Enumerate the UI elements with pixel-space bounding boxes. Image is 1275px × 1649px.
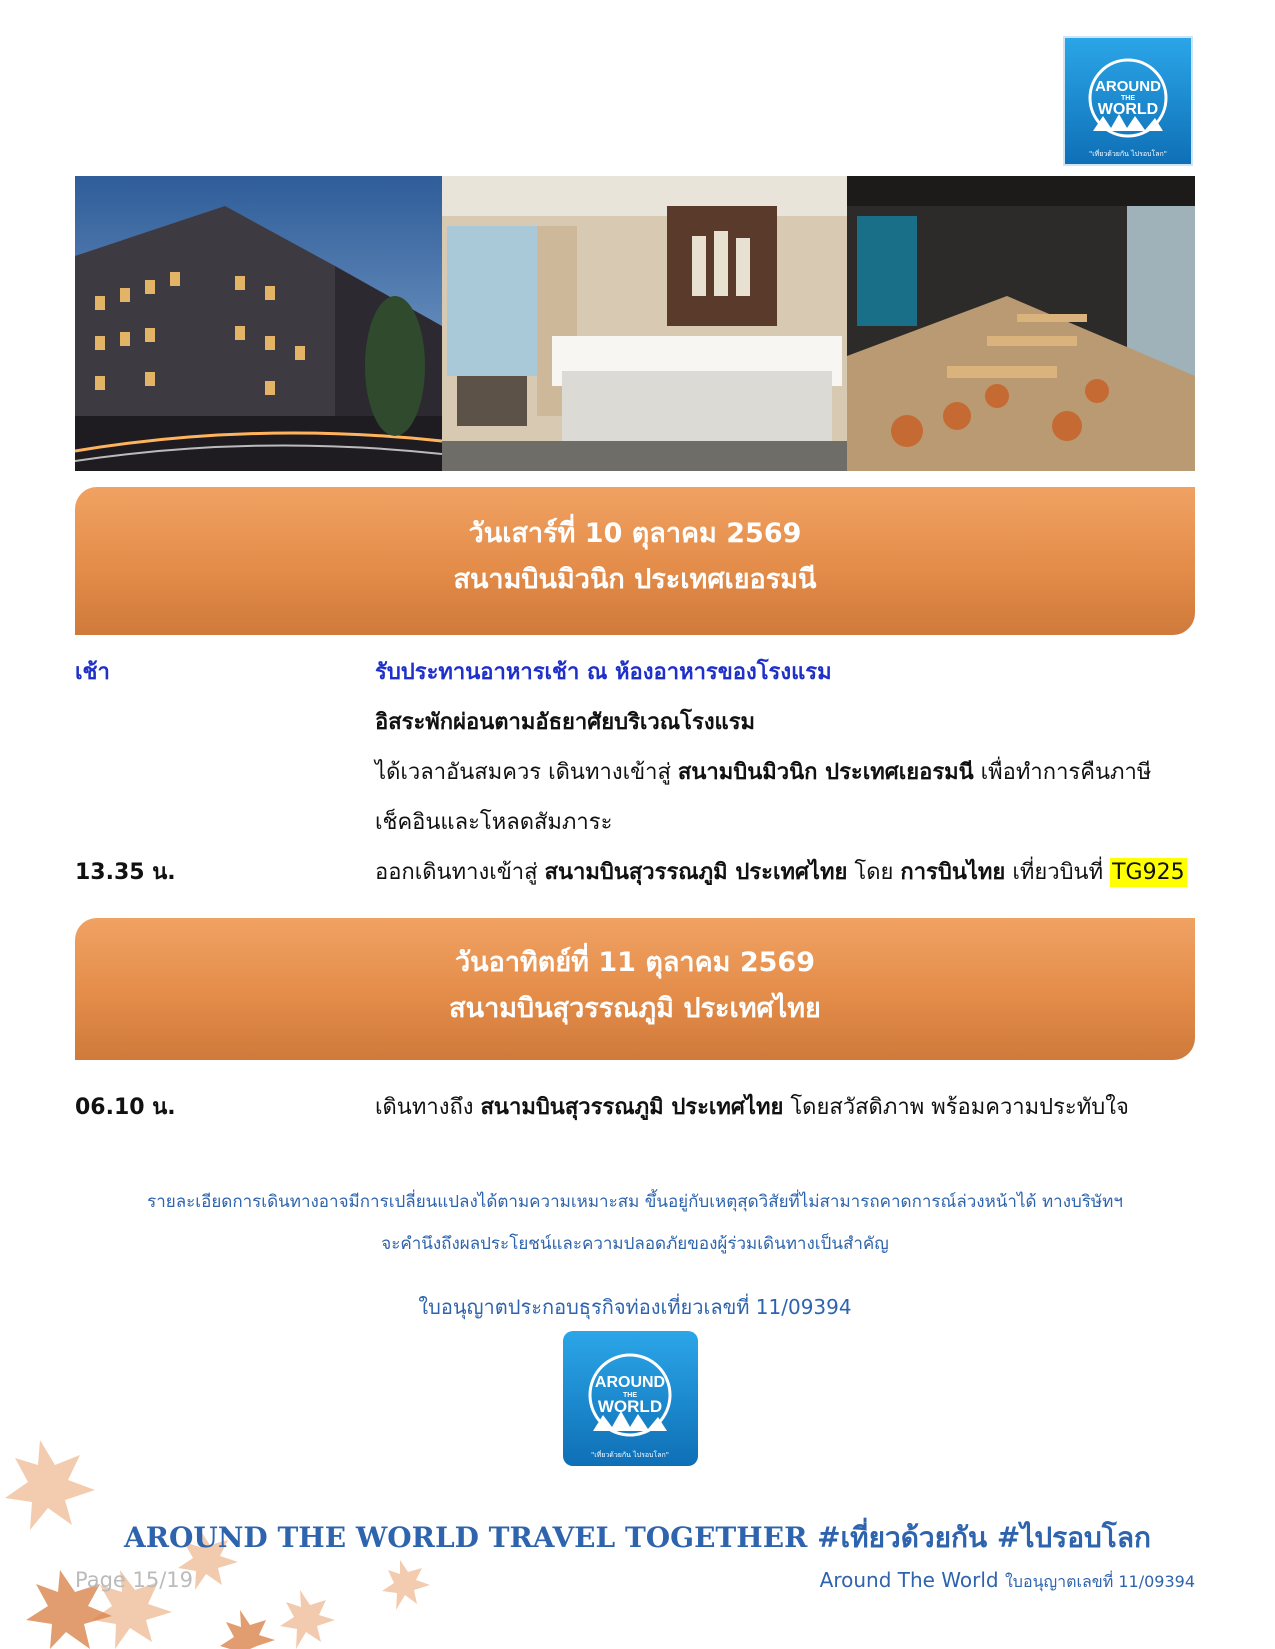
schedule-description: อิสระพักผ่อนตามอัธยาศัยบริเวณโรงแรม bbox=[375, 710, 756, 735]
schedule-time: 13.35 น. bbox=[75, 860, 176, 885]
text-segment: เดินทางถึง bbox=[375, 1095, 481, 1120]
text-segment: เพื่อทำการคืนภาษี bbox=[973, 760, 1152, 785]
text-segment: โดยสวัสดิภาพ พร้อมความประทับใจ bbox=[783, 1095, 1129, 1120]
logo-word-the: THE bbox=[623, 1392, 637, 1399]
text-segment: ได้เวลาอันสมควร เดินทางเข้าสู่ bbox=[375, 760, 678, 785]
airport-name: สนามบินสุวรรณภูมิ ประเทศไทย bbox=[544, 860, 848, 885]
footer-company bbox=[820, 1568, 1195, 1595]
day-location: สนามบินสุวรรณภูมิ ประเทศไทย bbox=[449, 993, 821, 1024]
schedule-time: 06.10 น. bbox=[75, 1095, 176, 1120]
page-number: Page 15/19 bbox=[75, 1568, 194, 1592]
text-segment: เที่ยวบินที่ bbox=[1005, 860, 1111, 885]
schedule-description: เช็คอินและโหลดสัมภาระ bbox=[375, 810, 613, 835]
day-location: สนามบินมิวนิก ประเทศเยอรมนี bbox=[453, 564, 817, 595]
hotel-exterior-photo bbox=[75, 176, 442, 471]
disclaimer-line-2: จะคำนึงถึงผลประโยชน์และความปลอดภัยของผู้ร่วมเดินทางเป็นสำคัญ bbox=[381, 1234, 889, 1254]
day-banner-saturday bbox=[75, 487, 1195, 635]
hotel-room-photo bbox=[442, 176, 847, 471]
company-license: ใบอนุญาตเลขที่ 11/09394 bbox=[1004, 1572, 1195, 1591]
schedule-description bbox=[375, 1093, 1195, 1123]
hotel-restaurant-photo bbox=[847, 176, 1195, 471]
brand-logo-center bbox=[563, 1331, 698, 1466]
logo-word-world: WORLD bbox=[597, 1397, 663, 1416]
logo-tagline: "เที่ยวด้วยกัน ไปรอบโลก" bbox=[1089, 150, 1167, 158]
schedule-description bbox=[375, 858, 1195, 888]
airport-name: สนามบินสุวรรณภูมิ ประเทศไทย bbox=[480, 1095, 784, 1120]
brand-logo-top bbox=[1063, 36, 1193, 166]
logo-word-world: WORLD bbox=[1097, 101, 1159, 118]
schedule-description: รับประทานอาหารเช้า ณ ห้องอาหารของโรงแรม bbox=[375, 660, 832, 685]
logo-tagline: "เที่ยวด้วยกัน ไปรอบโลก" bbox=[591, 1451, 669, 1459]
airline-name: การบินไทย bbox=[900, 860, 1006, 885]
day-banner-sunday bbox=[75, 918, 1195, 1060]
day-date: วันเสาร์ที่ 10 ตุลาคม 2569 bbox=[468, 518, 802, 549]
logo-word-around: AROUND bbox=[1095, 78, 1161, 95]
around-the-world-logo-icon bbox=[1063, 36, 1193, 166]
schedule-description bbox=[375, 758, 1195, 788]
flight-number: TG925 bbox=[1112, 860, 1185, 885]
hotel-photo-strip bbox=[75, 176, 1195, 471]
footer-slogan: AROUND THE WORLD TRAVEL TOGETHER #เที่ยวด้วยกัน #ไปรอบโลก bbox=[124, 1521, 1151, 1554]
disclaimer-line-1: รายละเอียดการเดินทางอาจมีการเปลี่ยนแปลงได้ตามความเหมาะสม ขึ้นอยู่กับเหตุสุดวิสัยที่ไม่สามารถคาดการณ์ล่วงหน้าได้ ทางบริษัทฯ bbox=[147, 1192, 1123, 1212]
airport-name: สนามบินมิวนิก ประเทศเยอรมนี bbox=[677, 760, 974, 785]
license-note: ใบอนุญาตประกอบธุรกิจท่องเที่ยวเลขที่ 11/09394 bbox=[418, 1295, 852, 1319]
logo-word-around: AROUND bbox=[594, 1374, 666, 1391]
day-date: วันอาทิตย์ที่ 11 ตุลาคม 2569 bbox=[455, 947, 815, 978]
text-segment: ออกเดินทางเข้าสู่ bbox=[375, 860, 545, 885]
logo-word-the: THE bbox=[1121, 95, 1135, 102]
company-name: Around The World bbox=[819, 1568, 1005, 1592]
text-segment: โดย bbox=[847, 860, 901, 885]
schedule-time: เช้า bbox=[75, 660, 110, 685]
around-the-world-logo-icon bbox=[563, 1331, 698, 1466]
